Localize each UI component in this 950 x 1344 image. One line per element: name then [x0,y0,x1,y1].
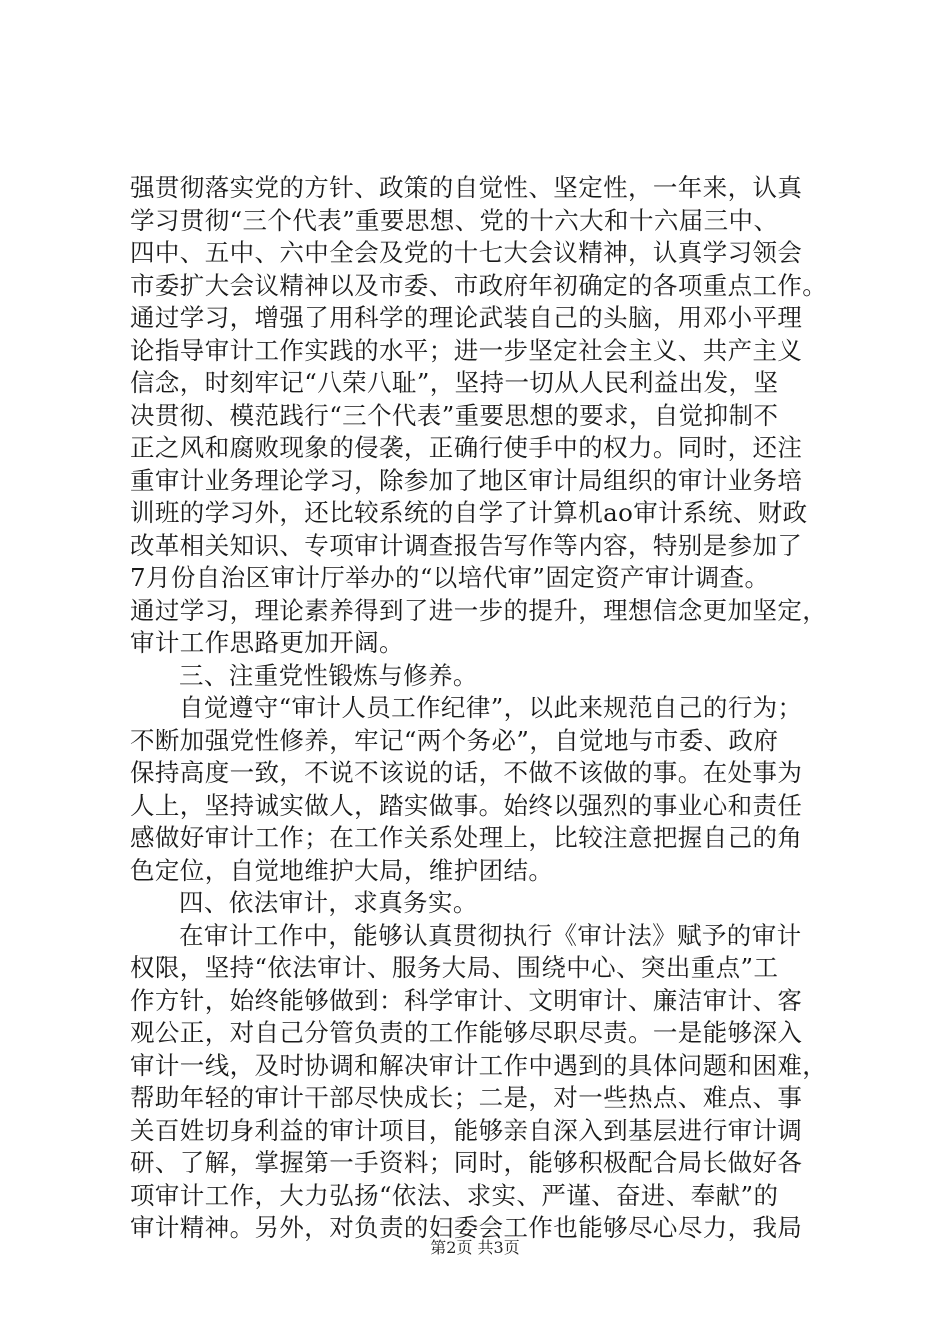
text-line: 权限，坚持“依法审计、服务大局、围绕中心、突出重点”工 [130,953,779,982]
text-line: 关百姓切身利益的审计项目，能够亲自深入到基层进行审计调 [130,1115,803,1145]
page-number-footer: 第2页 共3页 [430,1238,520,1257]
section-heading: 四、依法审计，求真务实。 [179,888,478,917]
text-line: 保持高度一致，不说不该说的话，不做不该做的事。在处事为 [130,758,803,787]
text-line: 色定位，自觉地维护大局，维护团结。 [130,855,554,885]
text-line: 重审计业务理论学习，除参加了地区审计局组织的审计业务培 [130,465,803,495]
text-line: 研、了解，掌握第一手资料；同时，能够积极配合局长做好各 [130,1148,803,1177]
text-line: 训班的学习外，还比较系统的自学了计算机ao审计系统、财政 [130,498,808,527]
text-line: 7月份自治区审计厅举办的“以培代审”固定资产审计调查。 [130,563,770,592]
text-line: 审计精神。另外，对负责的妇委会工作也能够尽心尽力，我局 [130,1213,803,1242]
text-line: 市委扩大会议精神以及市委、市政府年初确定的各项重点工作。 [130,270,828,300]
text-line: 审计工作思路更加开阔。 [130,628,404,657]
text-line: 论指导审计工作实践的水平；进一步坚定社会主义、共产主义 [130,335,803,365]
document-body [130,172,850,1245]
text-line: 审计一线，及时协调和解决审计工作中遇到的具体问题和困难， [130,1050,828,1080]
text-line: 观公正，对自己分管负责的工作能够尽职尽责。一是能够深入 [130,1018,803,1047]
text-line: 通过学习，理论素养得到了进一步的提升，理想信念更加坚定， [130,595,828,625]
text-line: 强贯彻落实党的方针、政策的自觉性、坚定性，一年来，认真 [130,173,803,202]
text-line: 正之风和腐败现象的侵袭，正确行使手中的权力。同时，还注 [130,433,803,462]
text-line: 四中、五中、六中全会及党的十七大会议精神，认真学习领会 [130,238,803,267]
text-line: 信念，时刻牢记“八荣八耻”，坚持一切从人民利益出发，坚 [130,368,779,397]
text-line: 不断加强党性修养，牢记“两个务必”，自觉地与市委、政府 [130,725,779,755]
text-line: 通过学习，增强了用科学的理论武装自己的头脑，用邓小平理 [130,303,803,332]
paragraph-start: 在审计工作中，能够认真贯彻执行《审计法》赋予的审计 [179,920,802,950]
text-line: 帮助年轻的审计干部尽快成长；二是，对一些热点、难点、事 [130,1083,803,1112]
text-line: 决贯彻、模范践行“三个代表”重要思想的要求，自觉抑制不 [130,400,779,430]
text-line: 感做好审计工作；在工作关系处理上，比较注意把握自己的角 [130,823,803,852]
text-line: 人上，坚持诚实做人，踏实做事。始终以强烈的事业心和责任 [130,790,803,820]
section-heading: 三、注重党性锻炼与修养。 [179,660,478,690]
text-line: 学习贯彻“三个代表”重要思想、党的十六大和十六届三中、 [130,205,779,235]
text-line: 作方针，始终能够做到：科学审计、文明审计、廉洁审计、客 [130,985,803,1015]
paragraph-start: 自觉遵守“审计人员工作纪律”，以此来规范自己的行为； [179,693,803,722]
text-line: 项审计工作，大力弘扬“依法、求实、严谨、奋进、奉献”的 [130,1180,779,1210]
text-line: 改革相关知识、专项审计调查报告写作等内容，特别是参加了 [130,530,803,560]
